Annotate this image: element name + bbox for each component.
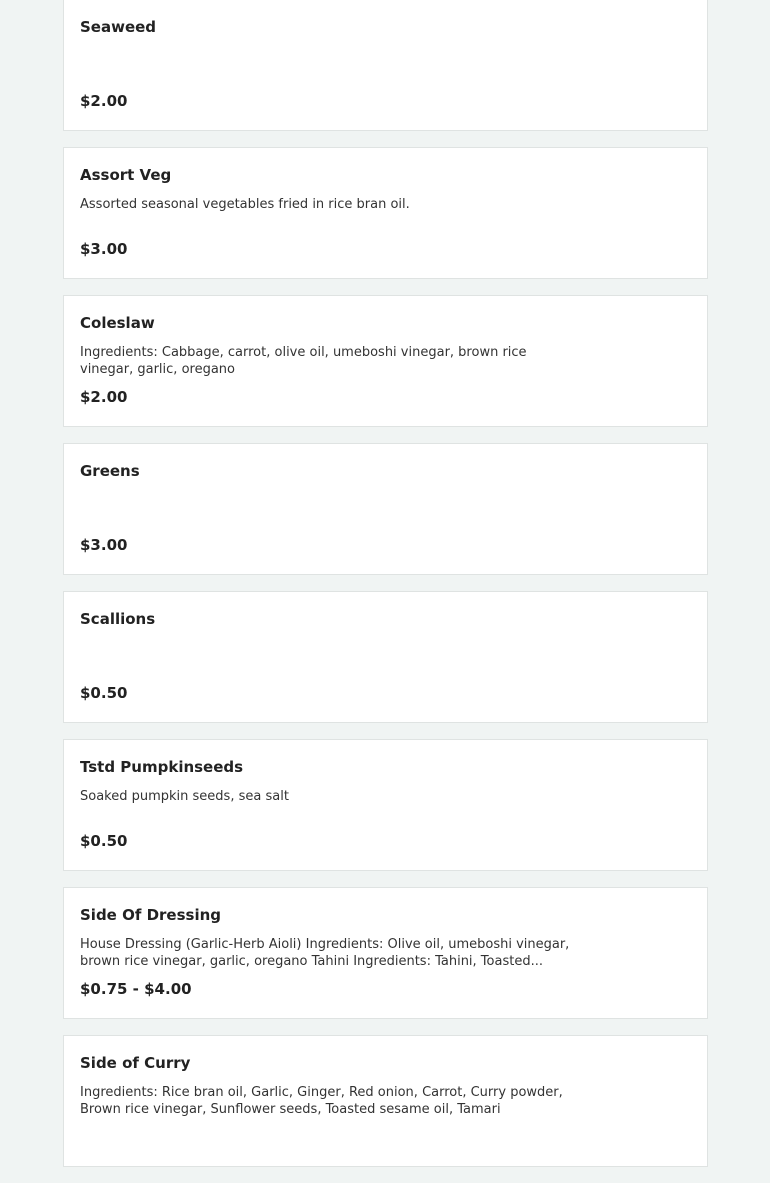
menu-item-card[interactable] bbox=[63, 887, 708, 1019]
menu-item-price: $0.50 bbox=[80, 832, 128, 850]
menu-item-description: Ingredients: Cabbage, carrot, olive oil, umeboshi vinegar, brown rice vinegar, garlic, oregano bbox=[80, 345, 527, 377]
menu-item-card[interactable] bbox=[63, 591, 708, 723]
menu-item-card[interactable] bbox=[63, 295, 708, 427]
menu-item-name: Seaweed bbox=[80, 18, 157, 36]
menu-item-name: Side of Curry bbox=[80, 1054, 191, 1072]
menu-item-price: $3.00 bbox=[80, 536, 128, 554]
menu-item-price: $2.00 bbox=[80, 92, 128, 110]
menu-item-description: House Dressing (Garlic-Herb Aioli) Ingredients: Olive oil, umeboshi vinegar, brown rice vinegar, garlic, oregano Tahini Ingredients: Tahini, Toasted... bbox=[80, 937, 570, 969]
menu-item-card[interactable] bbox=[63, 443, 708, 575]
menu-item-price: $0.75 - $4.00 bbox=[80, 980, 192, 998]
menu-item-card[interactable] bbox=[63, 1035, 708, 1167]
menu-item-name: Side Of Dressing bbox=[80, 906, 222, 924]
menu-item-name: Coleslaw bbox=[80, 314, 155, 332]
menu-item-price: $0.50 bbox=[80, 684, 128, 702]
menu-item-name: Greens bbox=[80, 462, 140, 480]
menu-item-name: Scallions bbox=[80, 610, 156, 628]
menu-item-card[interactable] bbox=[63, 739, 708, 871]
menu-item-card[interactable] bbox=[63, 0, 708, 131]
menu-item-description: Ingredients: Rice bran oil, Garlic, Ginger, Red onion, Carrot, Curry powder, Brown rice vinegar, Sunflower seeds, Toasted sesame oil, Tamari bbox=[80, 1085, 563, 1117]
menu-item-description: Assorted seasonal vegetables fried in rice bran oil. bbox=[80, 197, 410, 212]
menu-item-list bbox=[63, 0, 708, 1183]
menu-item-price: $2.00 bbox=[80, 388, 128, 406]
menu-item-name: Assort Veg bbox=[80, 166, 172, 184]
menu-item-description: Soaked pumpkin seeds, sea salt bbox=[80, 789, 289, 804]
menu-item-price: $3.00 bbox=[80, 240, 128, 258]
menu-item-card[interactable] bbox=[63, 147, 708, 279]
menu-item-name: Tstd Pumpkinseeds bbox=[80, 758, 244, 776]
